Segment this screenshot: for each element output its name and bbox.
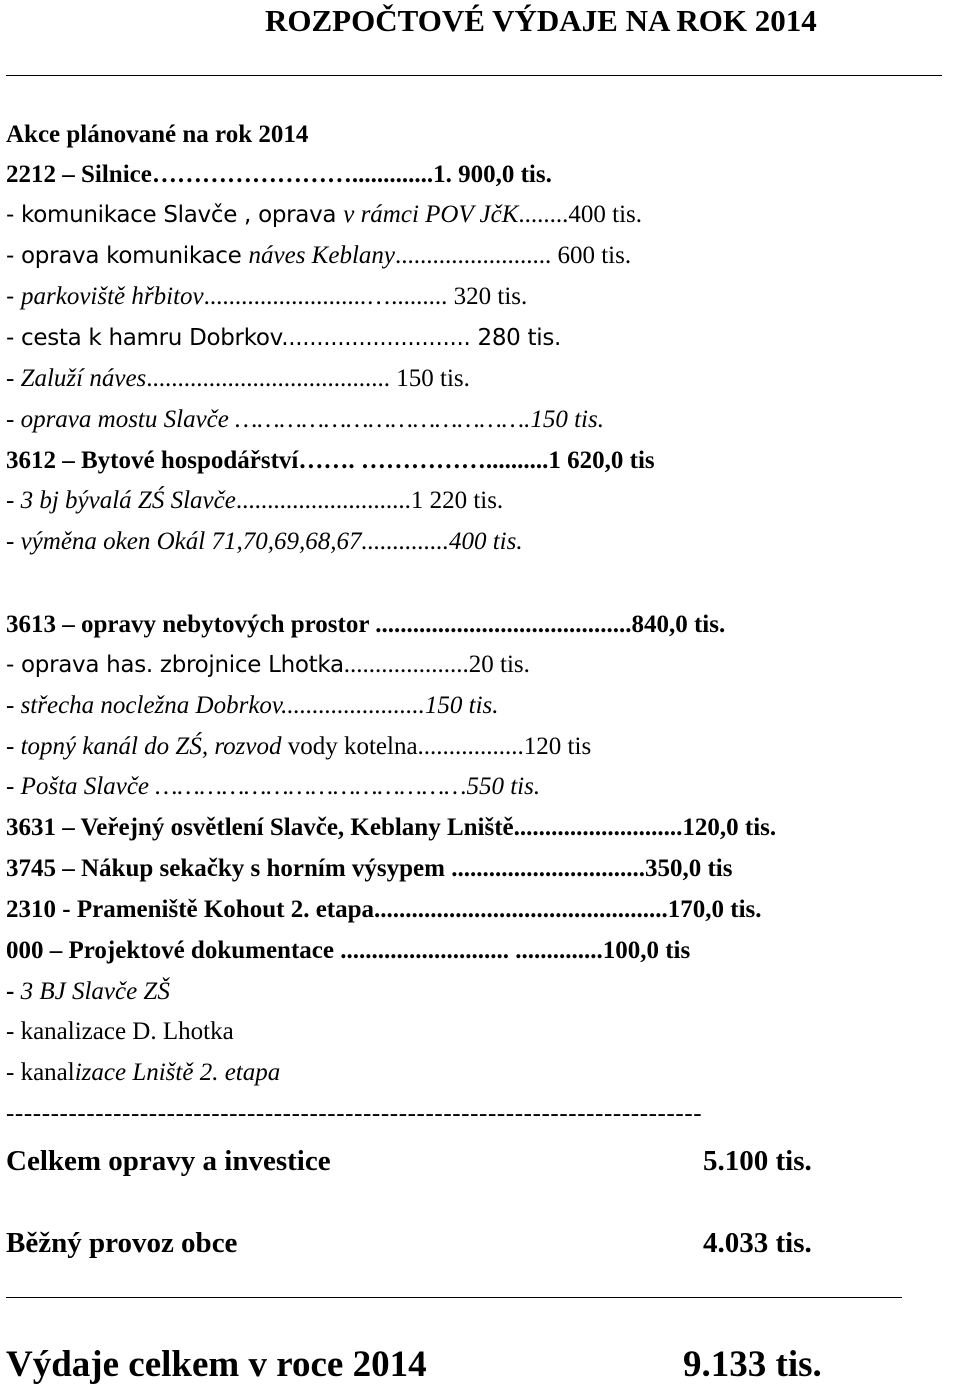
total-provoz-label: Běžný provoz obce: [6, 1227, 238, 1259]
title-rule: [6, 75, 942, 76]
item-silnice: 2212 – Silnice…………………….............1. 900,0 tis.: [6, 161, 552, 188]
item-topny-amount: .................120 tis: [417, 733, 592, 760]
item-komunikace-slavce-text: - komunikace Slavče , oprava: [6, 202, 344, 228]
total-provoz-value: 4.033 tis.: [703, 1227, 812, 1259]
item-has-text: - oprava has. zbrojnice Lhotka: [6, 652, 344, 678]
total-opravy-label: Celkem opravy a investice: [6, 1145, 331, 1177]
item-osvetleni: 3631 – Veřejný osvětlení Slavče, Keblany Lniště...........................120,0 tis.: [6, 814, 777, 841]
item-parkoviste-dash: -: [6, 284, 22, 310]
item-komunikace-slavce-italic: v rámci POV JčK: [343, 201, 519, 228]
item-kanalizace-lhotka: - kanalizace D. Lhotka: [6, 1018, 234, 1045]
item-bytove: 3612 – Bytové hospodářství……. ……………..........1 620,0 tis: [6, 447, 655, 474]
grand-total-value: 9.133 tis.: [683, 1344, 822, 1385]
item-3bj-italic: - 3 bj bývalá ZŚ Slavče: [6, 487, 236, 514]
item-kanalizace-lniste-text: - kanal: [6, 1059, 75, 1086]
totals-rule: [6, 1297, 902, 1298]
total-opravy-value: 5.100 tis.: [703, 1145, 812, 1177]
item-parkoviste-italic: parkoviště hřbitov: [21, 283, 204, 310]
item-kanalizace-lniste: [6, 1057, 280, 1089]
item-komunikace-keblany-text: - oprava komunikace: [6, 243, 249, 269]
item-zaluzi-amount: ....................................... 150 tis.: [146, 365, 470, 392]
item-zaluzi-italic: - Zaluží náves: [6, 365, 147, 392]
item-most: - oprava mostu Slavče ………………………………….150 tis.: [6, 406, 604, 433]
item-topny: [6, 731, 591, 763]
item-kanalizace-lniste-italic: izace Lniště 2. etapa: [74, 1059, 281, 1086]
item-okna: - výměna oken Okál 71,70,69,68,67..............400 tis.: [6, 528, 523, 555]
item-strecha: - střecha nocležna Dobrkov.......................150 tis.: [6, 692, 499, 719]
item-parkoviste-amount: ..........................…......... 320 tis.: [203, 283, 528, 310]
item-komunikace-slavce: [6, 199, 642, 231]
item-topny-italic: - topný kanál do ZŚ, rozvod: [6, 733, 288, 760]
page-title: ROZPOČTOVÉ VÝDAJE NA ROK 2014: [265, 3, 817, 38]
item-posta: - Pošta Slavče ……………………………………550 tis.: [6, 773, 541, 800]
item-parkoviste: [6, 281, 527, 313]
item-3bj-zs: [6, 976, 170, 1008]
grand-total-label: Výdaje celkem v roce 2014: [6, 1344, 427, 1385]
dashed-separator: ------------------------------------------------------------------------------: [6, 1100, 703, 1127]
item-nebytove: 3613 – opravy nebytových prostor .........................................840,0 tis.: [6, 611, 726, 638]
item-cesta: - cesta k hamru Dobrkov........................... 280 tis.: [6, 325, 562, 351]
item-komunikace-slavce-amount: ........400 tis.: [518, 201, 643, 228]
item-3bj: [6, 485, 503, 517]
item-zaluzi: [6, 363, 470, 395]
item-has: [6, 649, 530, 681]
item-prameniste: 2310 - Prameniště Kohout 2. etapa...............................................170,0 tis.: [6, 896, 762, 923]
item-komunikace-keblany-amount: ......................... 600 tis.: [394, 242, 632, 269]
item-3bj-zs-italic: 3 BJ Slavče ZŠ: [20, 978, 170, 1005]
item-3bj-amount: ............................1 220 tis.: [235, 487, 504, 514]
item-komunikace-keblany-italic: náves Keblany: [248, 242, 395, 269]
item-topny-text: vody kotelna: [287, 733, 418, 760]
section-heading: Akce plánované na rok 2014: [6, 121, 309, 148]
item-sekacka: 3745 – Nákup sekačky s horním výsypem ...............................350,0 tis: [6, 855, 733, 882]
item-komunikace-keblany: [6, 240, 631, 272]
item-projektove: 000 – Projektové dokumentace ........................... ..............100,0 tis: [6, 937, 691, 964]
item-3bj-zs-dash: -: [6, 978, 21, 1005]
item-has-amount: ....................20 tis.: [343, 651, 530, 678]
